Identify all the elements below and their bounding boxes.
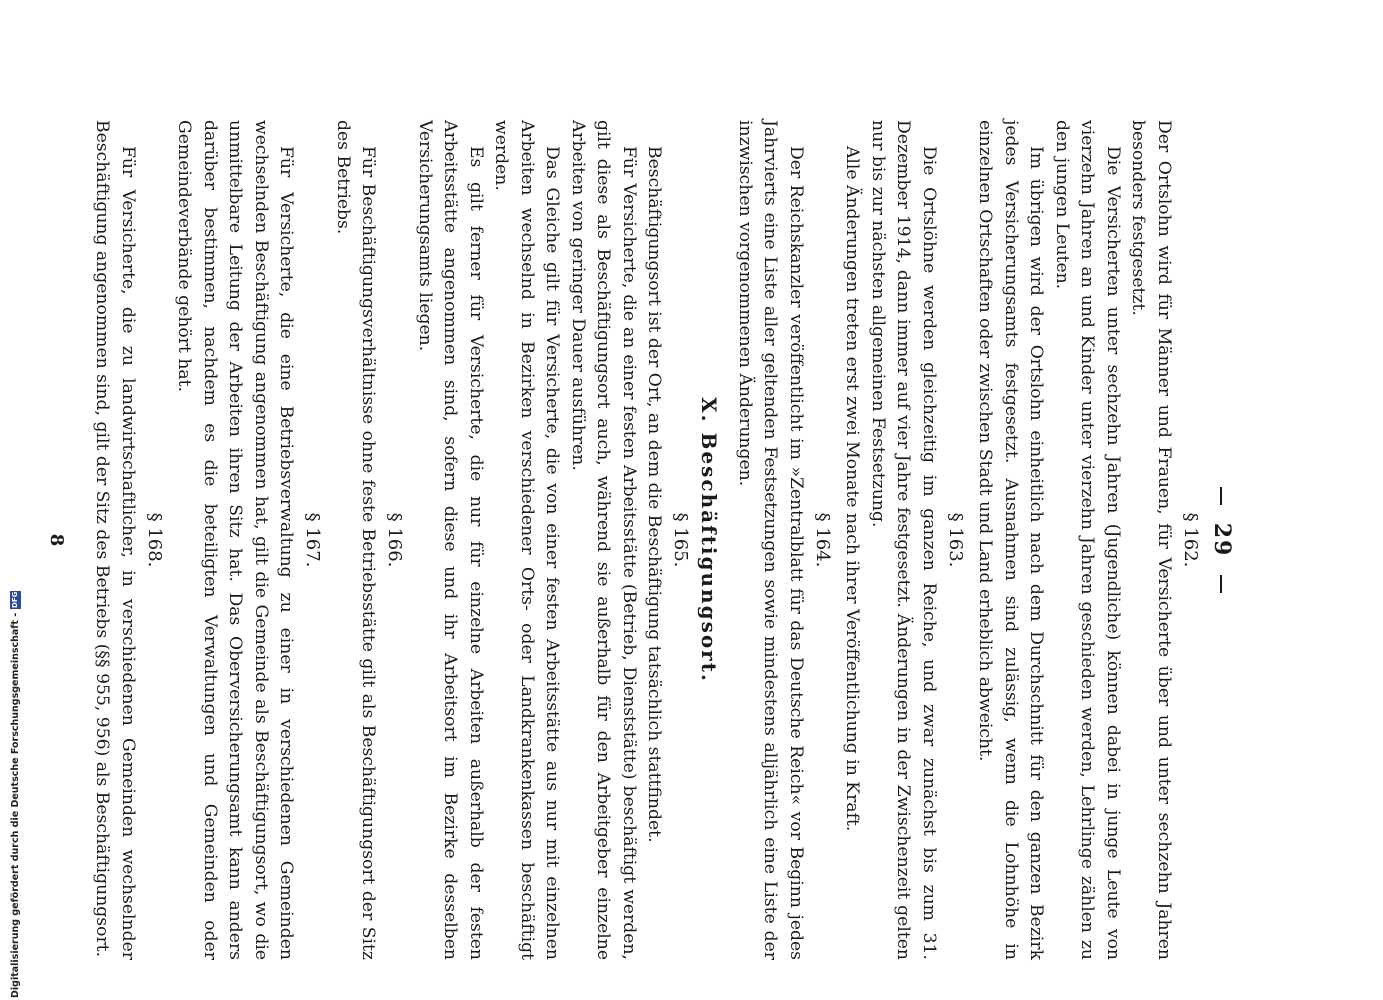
paragraph: Die Versicherten unter sechzehn Jahren (Jugendliche) können dabei in junge Leute von vierzehn Jahren an und Kinder unter vierzehn Jahren geschieden werden, Lehrlinge zählen zu den jungen Leuten. bbox=[1052, 120, 1123, 960]
dfg-logo-icon: DFG bbox=[11, 591, 19, 608]
section-heading: § 167. bbox=[302, 512, 324, 568]
section-168 bbox=[89, 120, 165, 960]
paragraph: Beschäftigungsort ist der Ort, an dem die Beschäftigung tatsächlich stattfindet. bbox=[644, 146, 665, 843]
section-167 bbox=[171, 120, 324, 960]
paragraph: Für Versicherte, die zu landwirtschaftlicher, in verschiedenen Gemeinden wechselnder Beschäftigung angenommen sind, gilt der Sitz des Betriebs (§§ 955, 956) als Beschäftigungsort. bbox=[92, 120, 138, 960]
section-163 bbox=[839, 120, 966, 960]
section-heading: § 168. bbox=[144, 512, 165, 568]
page-number: 29 bbox=[1209, 522, 1235, 558]
digitization-note bbox=[10, 591, 21, 998]
section-164 bbox=[732, 120, 834, 960]
paragraph: Der Reichskanzler veröffentlicht im »Zentralblatt für das Deutsche Reich« vor Beginn jedes Jahrvierts eine Liste aller geltenden Festsetzungen sowie mindestens alljährlich eine Liste der inzwischen vorgenommenen Änderungen. bbox=[735, 120, 806, 960]
paragraph: Für Versicherte, die eine Betriebsverwaltung zu einer in verschiedenen Gemeinden wechselnden Beschäftigung angenommen hat, gilt die Gemeinde als Beschäftigungsort, wo die unmittelbare Leitung der Arbeiten ihren Sitz hat. Das Oberversicherungsamt kann anders darüber bestimmen, nachdem es die beteiligten Verwaltungen und Gemeinden oder Gemeindeverbände gehört hat. bbox=[174, 120, 297, 960]
section-162 bbox=[972, 120, 1201, 960]
section-heading: § 164. bbox=[812, 512, 833, 568]
paragraph: Für Beschäftigungsverhältnisse ohne feste Betriebsstätte gilt als Beschäftigungsort der Sitz des Betriebs. bbox=[333, 120, 379, 960]
page-header bbox=[1209, 120, 1235, 960]
paragraph: Für Versicherte, die an einer festen Arbeitsstätte (Betrieb, Dienststätte) beschäftigt werden, gilt diese als Beschäftigungsort auch, während sie außerhalb für den Arbeitgeber einzelne Arbeiten von geringer Dauer ausführen. bbox=[568, 120, 639, 960]
section-heading: § 162. bbox=[1180, 512, 1201, 568]
section-166 bbox=[330, 120, 406, 960]
chapter-heading: X. Beschäftigungsort. bbox=[697, 397, 722, 683]
paragraph: Es gilt ferner für Versicherte, die nur für einzelne Arbeiten außerhalb der festen Arbeitsstätte angenommen sind, sofern diese und ihr Arbeitsort im Bezirke desselben Versicherungsamts liegen. bbox=[415, 120, 486, 960]
digitization-text: Digitalisierung gefördert durch die Deutsche Forschungsgemeinschaft - bbox=[10, 612, 21, 998]
section-heading: § 165. bbox=[670, 512, 692, 568]
paragraph: Alle Änderungen treten erst zwei Monate nach ihrer Veröffentlichung in Kraft. bbox=[842, 146, 863, 832]
paragraph: Das Gleiche gilt für Versicherte, die von einer festen Arbeitsstätte aus nur mit einzelnen Arbeiten wechselnd in Bezirken verschiedener Orts- oder Landkrankenkassen beschäftigt werden. bbox=[491, 120, 563, 960]
section-165 bbox=[412, 120, 692, 960]
section-heading: § 163. bbox=[945, 512, 966, 568]
section-heading: § 166. bbox=[384, 512, 406, 568]
signature-mark: 8 bbox=[46, 533, 67, 547]
header-dash-left bbox=[1220, 487, 1222, 505]
header-dash-right bbox=[1220, 575, 1222, 593]
document-body bbox=[89, 120, 1207, 960]
paragraph: Die Ortslöhne werden gleichzeitig im ganzen Reiche, und zwar zunächst bis zum 31. Dezember 1914, dann immer auf vier Jahre festgesetzt. Änderungen in der Zwischenzeit gelten nur bis zur nächsten allgemeinen Festsetzung. bbox=[868, 120, 939, 960]
paragraph: Der Ortslohn wird für Männer und Frauen, für Versicherte über und unter sechzehn Jahren besonders festgesetzt. bbox=[1128, 120, 1174, 960]
paragraph: Im übrigen wird der Ortslohn einheitlich nach dem Durchschnitt für den ganzen Bezirk jedes Versicherungsamts festgesetzt. Ausnahmen sind zulässig, wenn die Lohnhöhe in einzelnen Ortschaften oder zwischen Stadt und Land erheblich abweicht. bbox=[975, 120, 1047, 960]
